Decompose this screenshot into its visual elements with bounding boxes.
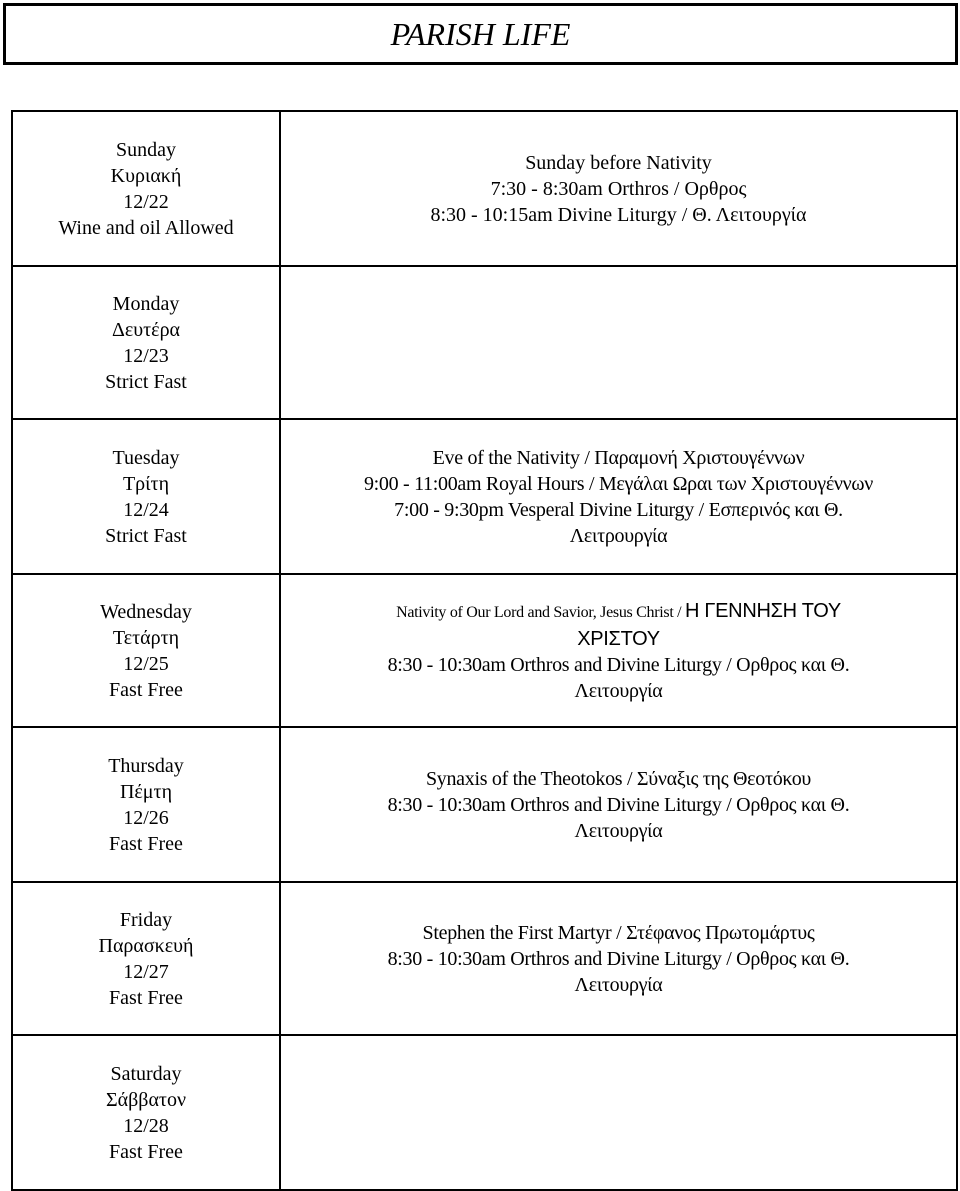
day-date: 12/22 bbox=[123, 190, 169, 213]
table-row bbox=[12, 727, 957, 882]
event-cell-saturday bbox=[280, 1035, 957, 1190]
table-row bbox=[12, 574, 957, 727]
day-cell-thursday bbox=[12, 727, 280, 882]
day-name-gr: Κυριακή bbox=[110, 164, 182, 187]
event-cell-sunday bbox=[280, 111, 957, 266]
day-name-gr: Πέμτη bbox=[119, 780, 173, 803]
event-title bbox=[281, 598, 956, 626]
page-title-box bbox=[3, 3, 958, 65]
table-row bbox=[12, 111, 957, 266]
event-line: Λειτουργία bbox=[574, 679, 663, 702]
day-cell-saturday bbox=[12, 1035, 280, 1190]
event-line: Λειτουργία bbox=[574, 819, 663, 842]
event-line: Λειτρουργία bbox=[569, 524, 668, 547]
fast-status: Fast Free bbox=[109, 678, 183, 701]
table-row bbox=[12, 1035, 957, 1190]
event-line: Λειτουργία bbox=[574, 973, 663, 996]
table-row bbox=[12, 266, 957, 419]
day-name-gr: Τρίτη bbox=[122, 472, 170, 495]
day-name-gr: Τετάρτη bbox=[112, 626, 180, 649]
event-line: 7:00 - 9:30pm Vesperal Divine Liturgy / Εσπερινός και Θ. bbox=[394, 498, 843, 521]
event-cell-monday bbox=[280, 266, 957, 419]
fast-status: Strict Fast bbox=[105, 370, 187, 393]
day-name-gr: Σάββατον bbox=[105, 1088, 187, 1111]
page-title: PARISH LIFE bbox=[390, 15, 571, 52]
day-date: 12/26 bbox=[123, 806, 169, 829]
event-line: 8:30 - 10:30am Orthros and Divine Liturgy / Ορθρος και Θ. bbox=[387, 793, 850, 816]
event-title-gr-cont: ΧΡΙΣΤΟΥ bbox=[577, 627, 660, 650]
day-cell-monday bbox=[12, 266, 280, 419]
day-date: 12/25 bbox=[123, 652, 169, 675]
fast-status: Fast Free bbox=[109, 1140, 183, 1163]
day-cell-wednesday bbox=[12, 574, 280, 727]
fast-status: Fast Free bbox=[109, 986, 183, 1009]
day-date: 12/27 bbox=[123, 960, 169, 983]
event-line: 8:30 - 10:30am Orthros and Divine Liturgy / Ορθρος και Θ. bbox=[387, 947, 850, 970]
day-cell-friday bbox=[12, 882, 280, 1035]
day-date: 12/23 bbox=[123, 344, 169, 367]
fast-status: Fast Free bbox=[109, 832, 183, 855]
day-date: 12/24 bbox=[123, 498, 169, 521]
event-line: 7:30 - 8:30am Orthros / Ορθρος bbox=[490, 177, 747, 200]
day-cell-tuesday bbox=[12, 419, 280, 574]
table-row bbox=[12, 882, 957, 1035]
event-line: 8:30 - 10:30am Orthros and Divine Liturgy / Ορθρος και Θ. bbox=[387, 653, 850, 676]
table-row bbox=[12, 419, 957, 574]
day-cell-sunday bbox=[12, 111, 280, 266]
event-title-en: Nativity of Our Lord and Savior, Jesus Christ / bbox=[396, 603, 686, 621]
day-name-en: Friday bbox=[119, 908, 173, 931]
day-name-en: Saturday bbox=[110, 1062, 182, 1085]
event-line: Eve of the Nativity / Παραμονή Χριστουγέννων bbox=[432, 446, 805, 469]
event-line: Sunday before Nativity bbox=[525, 151, 712, 174]
day-name-en: Wednesday bbox=[100, 600, 192, 623]
event-line: Synaxis of the Theotokos / Σύναξις της Θεοτόκου bbox=[425, 767, 812, 790]
day-name-en: Thursday bbox=[108, 754, 184, 777]
event-cell-tuesday bbox=[280, 419, 957, 574]
event-cell-thursday bbox=[280, 727, 957, 882]
day-date: 12/28 bbox=[123, 1114, 169, 1137]
event-title-gr: Η ΓΕΝΝΗΣΗ ΤΟΥ bbox=[685, 599, 841, 622]
schedule-table bbox=[11, 110, 958, 1191]
day-name-gr: Παρασκευή bbox=[98, 934, 194, 957]
event-cell-friday bbox=[280, 882, 957, 1035]
fast-status: Strict Fast bbox=[105, 524, 187, 547]
day-name-en: Monday bbox=[112, 292, 180, 315]
day-name-gr: Δευτέρα bbox=[111, 318, 181, 341]
event-line: Stephen the First Martyr / Στέφανος Πρωτομάρτυς bbox=[422, 921, 815, 944]
event-cell-wednesday bbox=[280, 574, 957, 727]
fast-status: Wine and oil Allowed bbox=[58, 216, 234, 239]
day-name-en: Sunday bbox=[116, 138, 176, 161]
event-line: 9:00 - 11:00am Royal Hours / Μεγάλαι Ωραι των Χριστουγέννων bbox=[363, 472, 874, 495]
event-line: 8:30 - 10:15am Divine Liturgy / Θ. Λειτουργία bbox=[430, 203, 807, 226]
day-name-en: Tuesday bbox=[112, 446, 180, 469]
